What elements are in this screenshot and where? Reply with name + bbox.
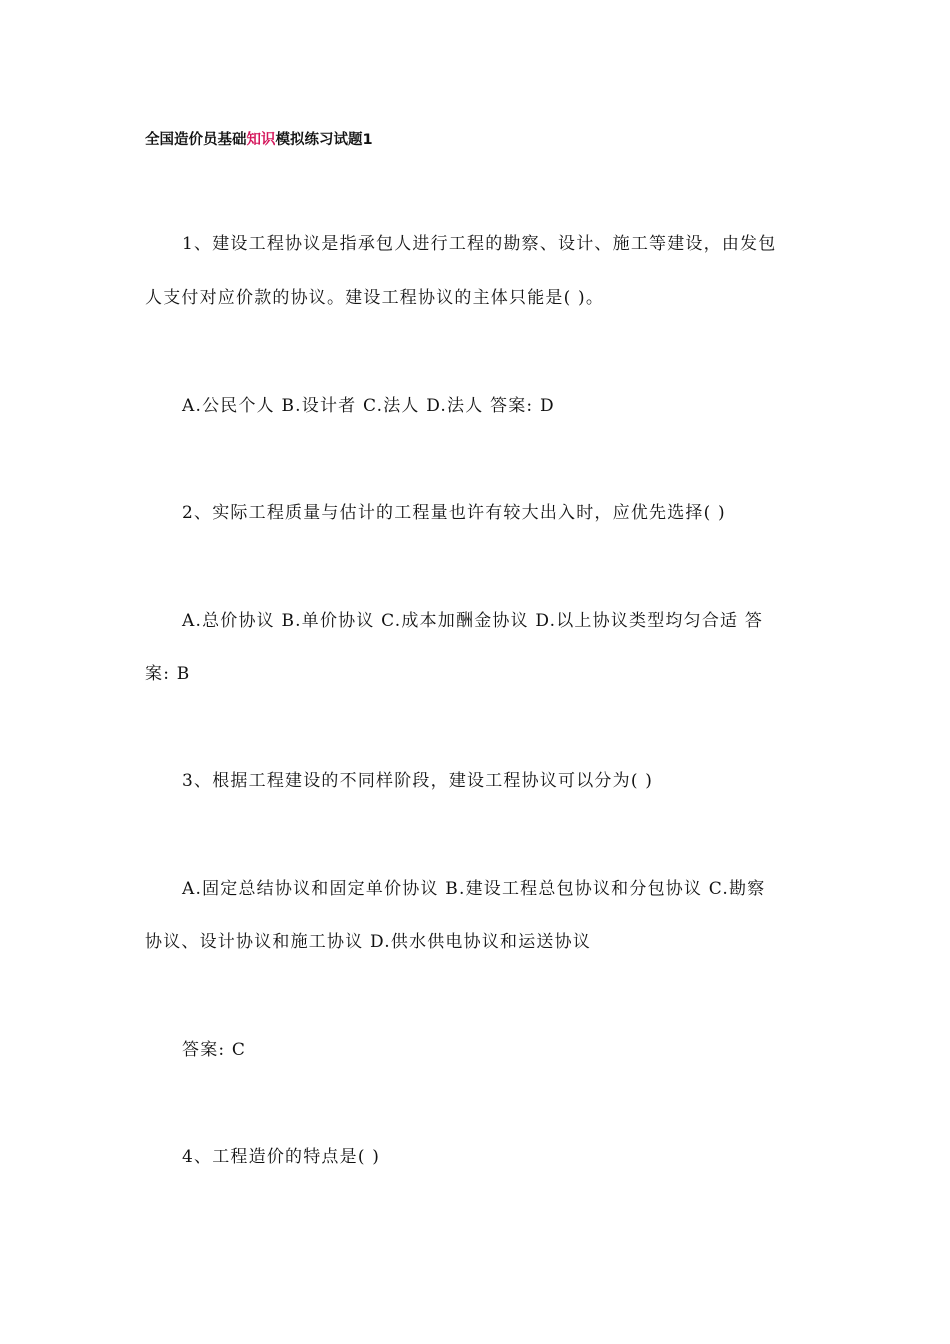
question-2-options-line-2: 案: B bbox=[145, 664, 191, 684]
question-1-line-2: 人支付对应价款的协议。建设工程协议的主体只能是( )。 bbox=[145, 288, 605, 308]
question-4-line-1: 4、工程造价的特点是( ) bbox=[182, 1147, 381, 1167]
question-3-line-1: 3、根据工程建设的不同样阶段，建设工程协议可以分为( ) bbox=[182, 771, 654, 791]
title-part-1: 全国造价员基础 bbox=[145, 132, 247, 148]
document-title bbox=[145, 128, 373, 149]
title-highlight: 知识 bbox=[246, 132, 276, 148]
question-3-options-line-1: A.固定总结协议和固定单价协议 B.建设工程总包协议和分包协议 C.勘察 bbox=[182, 879, 766, 899]
title-part-2: 模拟练习试题1 bbox=[275, 132, 373, 148]
question-3-options-line-2: 协议、设计协议和施工协议 D.供水供电协议和运送协议 bbox=[145, 932, 592, 952]
question-1-line-1: 1、建设工程协议是指承包人进行工程的勘察、设计、施工等建设，由发包 bbox=[182, 234, 777, 254]
question-2-options-line-1: A.总价协议 B.单价协议 C.成本加酬金协议 D.以上协议类型均匀合适 答 bbox=[182, 611, 764, 631]
question-2-line-1: 2、实际工程质量与估计的工程量也许有较大出入时，应优先选择( ) bbox=[182, 503, 726, 523]
question-1-options: A.公民个人 B.设计者 C.法人 D.法人 答案: D bbox=[182, 396, 555, 416]
question-3-answer: 答案: C bbox=[182, 1040, 247, 1060]
